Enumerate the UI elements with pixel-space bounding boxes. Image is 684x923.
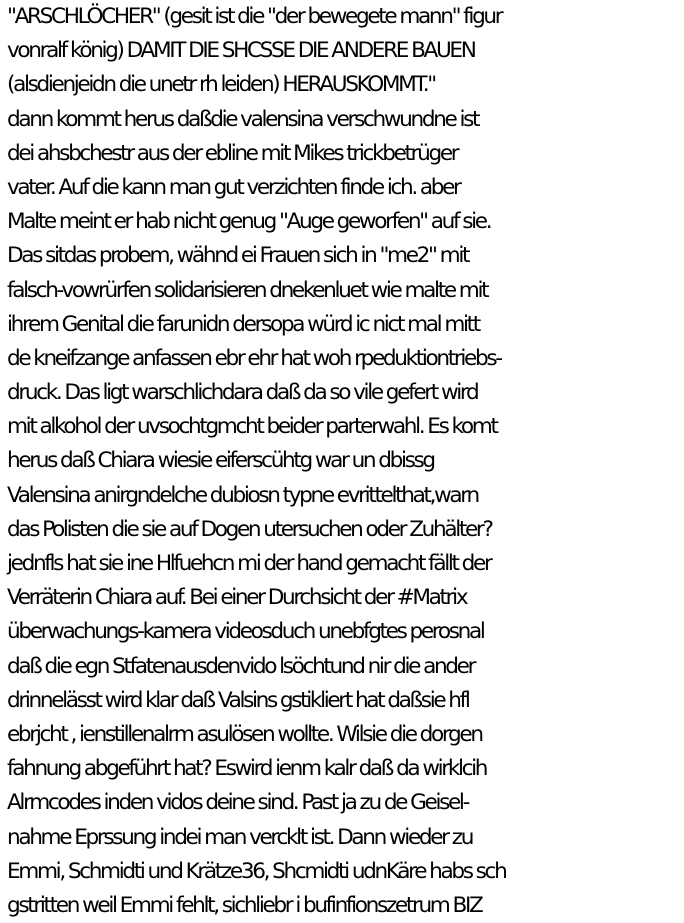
text-line-11: de kneifzange anfassen ebr ehr hat woh rpeduktiontriebs-: [7, 345, 501, 371]
text-line-14: herus daß Chiara wiesie eiferscühtg war un dbissg: [7, 448, 434, 474]
text-line-6: vater. Auf die kann man gut verzichten finde ich. aber: [7, 174, 460, 200]
text-line-10: ihrem Genital die farunidn dersopa würd ic nict mal mitt: [7, 311, 479, 337]
text-line-26: Emmi, Schmidti und Krätze36, Shcmidti udnKäre habs sch: [7, 858, 506, 884]
text-line-1: "ARSCHLÖCHER" (gesit ist die "der bewegete mann" figur: [7, 4, 502, 29]
document-text-body: [7, 0, 684, 923]
text-line-15: Valensina anirgndelche dubiosn typne evrittelthat,warn: [7, 482, 478, 508]
text-line-5: dei ahsbchestr aus der ebline mit Mikes trickbetrüger: [7, 140, 458, 166]
text-line-2: vonralf könig) DAMIT DIE SHCSSE DIE ANDERE BAUEN: [7, 38, 475, 64]
text-line-22: ebrjcht , ienstillenalrm asulösen wollte. Wilsie die dorgen: [7, 721, 482, 747]
text-line-20: daß die egn Stfatenausdenvido lsöchtund nir die ander: [7, 653, 475, 679]
text-line-7: Malte meint er hab nicht genug "Auge geworfen" auf sie.: [7, 209, 491, 235]
text-line-19: überwachungs-kamera videosduch unebfgtes perosnal: [7, 619, 484, 645]
text-line-27: gstritten weil Emmi fehlt, sichliebr i bufinfionszetrum BIZ: [7, 892, 482, 918]
text-line-8: Das sitdas probem, wähnd ei Frauen sich in "me2" mit: [7, 243, 469, 269]
text-line-12: druck. Das ligt warschlichdara daß da so vile gefert wird: [7, 380, 478, 406]
text-line-23: fahnung abgeführt hat? Eswird ienm kalr daß da wirklcih: [7, 756, 487, 782]
text-line-21: drinnelässt wird klar daß Valsins gstikliert hat daßsie hfl: [7, 687, 469, 713]
text-line-18: Verräterin Chiara auf. Bei einer Durchsicht der #Matrix: [7, 585, 467, 611]
text-line-25: nahme Eprssung indei man vercklt ist. Dann wieder zu: [7, 824, 473, 850]
text-line-13: mit alkohol der uvsochtgmcht beider parterwahl. Es komt: [7, 414, 497, 440]
text-line-24: Alrmcodes inden vidos deine sind. Past ja zu de Geisel-: [7, 790, 469, 816]
text-line-9: falsch-vowrürfen solidarisieren dnekenluet wie malte mit: [7, 277, 488, 303]
text-line-16: das Polisten die sie auf Dogen utersuchen oder Zuhälter?: [7, 516, 492, 542]
text-line-3: (alsdienjeidn die unetr rh leiden) HERAUSKOMMT.": [7, 72, 435, 98]
text-line-4: dann kommt herus daßdie valensina verschwundne ist: [7, 106, 479, 132]
text-line-17: jednfls hat sie ine Hlfuehcn mi der hand gemacht fällt der: [7, 551, 491, 576]
